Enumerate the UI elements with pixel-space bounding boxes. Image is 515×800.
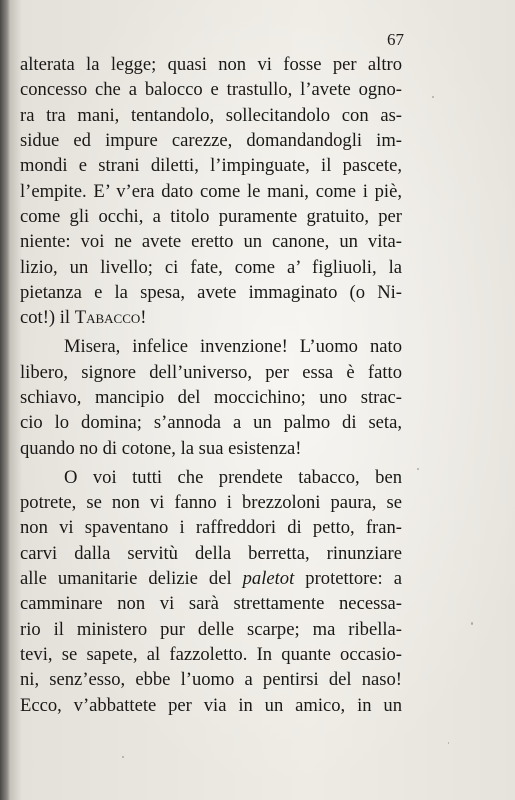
page-spine-shadow bbox=[0, 0, 10, 800]
text-line: ra tra mani, tentandolo, sollecitandolo con as- bbox=[20, 104, 402, 126]
paper-speck bbox=[448, 742, 449, 744]
text-line: potrete, se non vi fanno i brezzoloni paura, se bbox=[20, 491, 402, 513]
paper-speck bbox=[417, 468, 419, 470]
text-line: schiavo, mancipio del moccichino; uno strac- bbox=[20, 386, 402, 408]
text-line: non vi spaventano i raffreddori di petto, fran- bbox=[20, 517, 402, 539]
text-line: camminare non vi sarà strettamente necessa- bbox=[20, 593, 402, 615]
text-fragment: cot!) il bbox=[20, 307, 75, 329]
text-line: rio il ministero pur delle scarpe; ma ribella- bbox=[20, 618, 402, 640]
text-line: alterata la legge; quasi non vi fosse per altro bbox=[20, 54, 402, 75]
text-line: quando no di cotone, la sua esistenza! bbox=[20, 437, 302, 459]
text-fragment: alle umanitarie delizie del bbox=[20, 567, 243, 589]
paragraph-start-line: Misera, infelice invenzione! L’uomo nato bbox=[64, 336, 402, 358]
paper-speck bbox=[432, 96, 434, 98]
text-line bbox=[20, 566, 402, 591]
text-line: lizio, un livello; ci fate, come a’ figliuoli, la bbox=[20, 256, 402, 278]
text-line: carvi dalla servitù della berretta, rinunziare bbox=[20, 542, 402, 564]
page-number: 67 bbox=[387, 30, 404, 49]
paper-speck bbox=[122, 756, 124, 758]
text-line bbox=[20, 305, 402, 330]
tabacco-word: Tabacco! bbox=[74, 307, 147, 329]
text-line: mondi e strani diletti, l’impinguate, il pascete, bbox=[20, 155, 402, 177]
text-line: come gli occhi, a titolo puramente gratuito, per bbox=[20, 206, 402, 228]
text-line: ni, senz’esso, ebbe l’uomo a pentirsi del naso! bbox=[20, 669, 402, 691]
paragraph-start-line: O voi tutti che prendete tabacco, ben bbox=[64, 466, 402, 488]
paper-speck bbox=[471, 622, 473, 625]
text-line: niente: voi ne avete eretto un canone, un vita- bbox=[20, 231, 402, 253]
text-fragment: protettore: a bbox=[294, 567, 402, 589]
text-line: tevi, se sapete, al fazzoletto. In quante occasio- bbox=[20, 643, 402, 665]
text-line: l’empite. E’ v’era dato come le mani, come i piè, bbox=[20, 180, 402, 202]
text-line: cio lo domina; s’annoda a un palmo di seta, bbox=[20, 412, 402, 434]
text-line: pietanza e la spesa, avete immaginato (o Ni- bbox=[20, 282, 402, 304]
text-line: Ecco, v’abbattete per via in un amico, in un bbox=[20, 694, 402, 716]
body-text bbox=[20, 52, 402, 718]
text-line: libero, signore dell’universo, per essa è fatto bbox=[20, 361, 402, 383]
text-line: sidue ed impure carezze, domandandogli im- bbox=[20, 130, 402, 152]
text-line: concesso che a balocco e trastullo, l’avete ogno- bbox=[20, 79, 402, 101]
paletot-word: paletot bbox=[242, 567, 295, 589]
